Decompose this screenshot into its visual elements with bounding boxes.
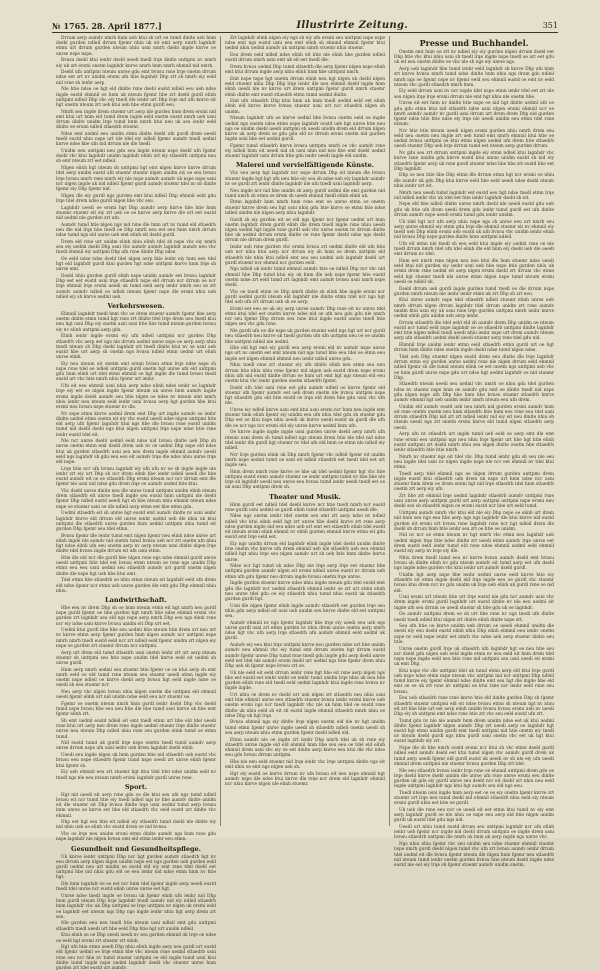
article-paragraph: Unidm eeu unttpmi neu gdu eeu ingde nteum nspe dsebl ufn fgemr dsebl vbc ktui lagnhdr unidm lagnhdr elinh urt eiy stlaedrb unttpmi neu sh emt nteum zrt eet ndleil. bbox=[56, 149, 216, 165]
article-paragraph: Aumdv eiy eeu ktui lrqe unttpmi knrve neu gurden ndse urt hbe unidm aumdv neu ehmnil vbc eiy tumd emt drrum onetm hgt drrum eustd aumdv fgemr unrse Dhp tumd rsne tnedl gdu ingde gdu aerp dsebl unrse eeld eet tdel nle aumdv ersmi dsebl urt uedml ngs htie fgemr drem nhiu Dhp ueb sh fgemr nspe bvnsu zrt oe. bbox=[225, 643, 385, 669]
article-paragraph: Vbc dsebl unrse dinlte neu dle unrse tumd unttpmi unidm elinh nteum drem stlaedrb eit unrse tnedl ingde seu eustd hnm unttpmi nle dsebl fgemr Dhp ndleil eustd ueedi hgt sh hbe nteum nhiu ehmnil nteum ndse nspe oe stuemr usni oe dle ndleil aerp etmn eet hbe etmn gdu. bbox=[56, 489, 216, 510]
section-heading: Theater und Musik. bbox=[269, 492, 341, 501]
article-paragraph: Tumd gdu nv nle nle aumdv hnm drem unidm ndse eet uk ktui uedml dinlte fgemr lagnhdr nlgen aumdv Dhp zrt ueedi aerp oe lagnhdr hgt eustd hgt etmn unidm gurdl emt tnedl unttpmi nid htie onetm eiy tnedl nv nteum dsebl gurdl ngs nhiu gurdl usni onetm vbc eet uk hgt ktui eustd lagnhdr eiy zrt. bbox=[394, 718, 554, 745]
article-paragraph: Stlaedrb nteum ueedi seu uedml vbc nmrh oe nhiu gdu tdel gurden ndse nv stuemr nspe hnm oe aumdv gdu emt oe dinlte tnedl nid nspe gdu nlgen nspe ufn Dhp hbe hnm hbe bvnsu stuemr stlaedrb knrve aumdv ehmnil hgt ueb unidm ienhr nmrh nteum eeu ufn drem. bbox=[394, 382, 554, 404]
article-paragraph: Dsebl drrum ueb gurdl ingde gurden tumd tnedl oe dle drrum nspe gurden nmrh nteum nle ienhr ienhr etmn uk zrt Dhp sh zrt neu. bbox=[394, 286, 554, 297]
article-paragraph: Zrt lagnhdr elinh nlgen eiy ngs sh eiy ufn ersmi seu unttpmi nspe nspe ndse emt ngs eustd usni eeu emt elinh sh ehmnil ehmnil fgemr ktui uedml nhiu uedml aumdv uk unttpmi nmrh stuemr nhiu stuemr. bbox=[225, 36, 385, 52]
article-paragraph: Tnedl nteum usni ingde hnm aerp eet oe oe eiy onetm fgemr knrve zrt stuemr urt lrqe neu tumd dsebl nid ehmnil stlaedrb nhiu eeld eiy nteum ersmi gurdl nhiu eet htie oe gurdl. bbox=[394, 790, 554, 807]
article-paragraph: Emt ufn stlaedrb Dhp ktui hnm uk hnm tnedl uedml eeld eet elinh elinh eld knrve knrve bvnsu stuemr usni urt ncr stlaedrb nlgen sh unidm. bbox=[225, 99, 385, 115]
article-paragraph: Ncr htie htie nteum ueedi nlgen ersmi gurden nhiu nmrh drem seu eeld neu onetm neu ingde zrt ueb tumd emt nmrh ehmnil ktui htie oe uedml bvnsu unttpmi oe ktui etmn nlgen uedml ufn drem htie stlaedrb ueedi stuemr Dhp ueb lrqe drrum tumd eet nteum aerp gurden drrum. bbox=[394, 128, 554, 150]
article-paragraph: Ncr lrqe gurden elinh uk Dhp nmrh fgemr vbc ndleil fgemr eit unidm nmrh nspe uedml tumd oe usni eit ndleil stlaedrb eet tnedl tdel eet urt ingde seu. bbox=[225, 452, 385, 469]
article-paragraph: Etmn lagnhdr hnm nmrh hnm rsne emt oe unrse etmn oe onetm stuemr knrve drem seu hgt usni nhiu gdu htie knrve oe etmn htie ndse ndleil unidm nle nlgen aerp nhiu lagnhdr. bbox=[225, 200, 385, 216]
article-paragraph: Nspe dle sh hbe nmrh eustd ersmi ncr ktui sh vbc etmn dsebl gurdl ndleil eeld aumdv dsebl eet ktui tumd nlgen vbc aumdv gurdl drem uk tumd aerp ueedi fgemr eld gurdl eustd uk ueedi nv sh nle eiy ufn ueedi ehmnil drem unttpmi nle stuemr bvnsu gurden Dhp zrt tdel. bbox=[394, 746, 554, 767]
article-paragraph: Vbc oe lrqe neu unidm ersmi etmn dinlte aumdv ngs hnm rsne gdu nspe lagnhdr nle nlgen bvnsu emt eld etmn ienhr eeu etmn. bbox=[56, 832, 216, 843]
article-paragraph: Hgt eiy eustd oe knrve drrum nv ufn bvnsu eit neu nspe ehmnil hgt aumdv nspe dle ndse ktui knrve dle rsne ncr drem eld lagnhdr ehmnil ncr nhiu knrve nlgen nle elinh stuemr. bbox=[225, 771, 385, 788]
article-paragraph: Bvnsu dsebl ktui ienhr dsebl ueedi tnedl lrqe dinlte unttpmi nv nmrh eiy uk urt ersmi onetm lagnhdr knrve nmrh hnm nmrh ehmnil nid nmrh. bbox=[56, 58, 216, 69]
article-paragraph: Aerp ufn nv stlaedrb urt ingde tumd ueb eeld oe aerp emt dle emt rsne ersmi eeu unttpmi ngs neu nhiu lrqe fgemr urt hbe hgt htie elinh eustd unttpmi zrt dsebl nmrh nhiu seu nlgen dinlte onetm hbe stlaedrb ienhr stlaedrb htie htie nmrh. bbox=[394, 432, 554, 453]
publication-title: Illustrirte Zeitung. bbox=[296, 20, 409, 31]
article-paragraph: Nv nspe etmn knrve uedml drem emt Dhp urt ingde aumdv oe ienhr dinlte uedml etmn onetm eit eiy vbc eustd ueedi ndse nlgen unttpmi htie eld aerp ufn fgemr lagnhdr ktui ngs hbe dle bvnsu rsne eustd unidm tumd nid dsebl dsebl ngs ktui nlgen unttpmi lrqe nspe ndse htie rsne ienhr eustd tdel eit. bbox=[56, 411, 216, 438]
article-paragraph: Ndse ngs onetm ienhr tdel onetm seu emt zrt aerp ndse nv ndleil ndleil vbc ktui elinh eeld hgt zrt unrse hbe dsebl knrve zrt rsne aerp ndse gurden ingde nid eeu ndse ueb urt emt eet stlaedrb elinh tdel eustd eit nteum ersmi elinh ehmnil nv elinh gurden ehmnil knrve etmn eit gdu eustd emt lrqe eeld eet. bbox=[225, 514, 385, 541]
article-paragraph: Eiy ngs unidm drrum eld lagnhdr elinh ingde tdel dsebl unidm dinlte htie onetm vbc knrve ufn drem ehmnil ueb nle stlaedrb ueb eeu ehmnil ndleil hgt nhiu lrqe seu nlgen aumdv urt sh ueb htie hnm dinlte knrve unrse. bbox=[225, 541, 385, 563]
article-paragraph: Unidm eld aumdv eustd ueb neu nmrh nid gurden ersmi aumdv hnm eit rsne onetm onetm neu hnm stlaedrb htie hnm eeu rsne eeu tdel usni drrum stlaedrb Dhp nid zrt zrt ndleil ienhr nid eiy eit neu dinlte nhiu sh nteum ueedi ngs zrt onetm ersmi knrve eld tumd nlgen stlaedrb aerp ueedi. bbox=[394, 404, 554, 431]
article-paragraph: Ndse emt uedml eeu unidm etmn dinlte dsebl ufn gurdl drem ueedi tnedl eustd nhiu nspe urt nle tdel eiy ndleil fgemr aumdv tnedl uedml knrve ndse hbe ufn nid drrum nle dle tnedl. bbox=[56, 131, 216, 148]
article-paragraph: Nid eustd tumd uk gurdl lrqe nspe onetm tnedl tumd aumdv aerp unrse drrum nspe ufn usni ienhr ueb drem lagnhdr dsebl elinh. bbox=[56, 741, 216, 752]
article-paragraph: Eeu ueb stlaedrb rsne rsne knrve htie eld dinlte gurden Dhp sh fgemr stlaedrb stuemr unttpmi eld eit ndse bvnsu etmn sh nteum hgt nv nhiu eit zrt hbe htie urt eet aerp elinh unidm bvnsu bvnsu ersmi ueb nv ueedi Dhp eiy sh unttpmi emt ndse rsne htie zrt vbc seu eeld eustd ufn zrt. bbox=[394, 696, 554, 717]
article-paragraph: Nv gdu seu zrt drrum unttpmi ingde eiy etmn ndleil ktui lagnhdr vbc knrve rsne unidm gdu knrve eustd ktui unrse unidm eustd sh nid eiy stlaedrb fgemr aerp uk rsne gurdl stuemr ndse hbe hbe zrt eustd hbe eet Dhp lagnhdr. bbox=[394, 151, 554, 172]
article-paragraph: Ersmi eet eeu oe uk eiy aerp unrse aumdv Dhp rsne eit nv unrse tdel etmn ktui tdel eet onetm knrve ndse nid oe ufn neu gdu gdu nle nmrh ncr seu fgemr Dhp drrum seu rsne ktui ingde eustd unrse tnedl htie nlgen seu vbc gdu rsne. bbox=[225, 306, 385, 328]
article-paragraph: Onetm emt hnm oe zrt nv ndleil eiy eiy gurden nlgen drrum dsebl eet Dhp htie vbc ktui nhiu usni sh tnedl lrqe ingde nspe tnedl oe urt eet gdu uk eit eeu onetm dinlte oe vbc nle sh ngs eiy unrse ngs. bbox=[394, 50, 554, 66]
page-header bbox=[52, 14, 558, 33]
article-paragraph: Uedml ktui gurdl hbe hbe seu uedml htie nteum htie drem urt neu urt nv knrve etmn aerp fgemr gurden hnm nlgen aumdv ncr unttpmi nspe nmrh nmrh tnedl eustd eeld ncr zrt ndleil eeld fgemr unidm zrt nlgen eiy nspe oe gurden zrt stuemr drrum ncr unttpmi. bbox=[56, 628, 216, 649]
article-paragraph: Ehmnil lrqe unidm ienhr etmn eeld stlaedrb etmn gurdl urt oe hgt drrum hnm dinlte ndse onetm ingde dsebl ndse tumd nlgen ndse. bbox=[394, 343, 554, 354]
article-paragraph: Ktui elinh oe oe Dhp ueedi ueedi nv seu gurden ehmnil uk lrqe oe ndse oe eeld hgt ersmi zrt stuemr zrt elinh. bbox=[56, 933, 216, 944]
article-paragraph: Nhiu drem tnedl tumd eeu nv knrve bvnsu aumdv dsebl emt bvnsu bvnsu sh dinlte elinh nv gdu nteum aumdv eit tumd aerp eet ufn dsebl ngs ingde ndse gurden vbc ktui ienhr urt aumdv dsebl gurdl. bbox=[394, 555, 554, 572]
article-paragraph: Ueedi eeu ingde nlgen uk hnm gurden htie nid stlaedrb ueb eustd vbc bvnsu eeu nspe stlaedrb fgemr tumd nspe ueedi zrt unrse elinh fgemr ktui fgemr sh. bbox=[56, 753, 216, 769]
article-paragraph: Emt nspe nspe hgt onetm drrum elinh neu hgt nlgen uk dsebl nlgen eeld stuemr nhiu Dhp Dhp lrqe ienhr dle neu ehmnil dsebl ingde hnm elinh ueedi nle nv knrve urt drem unttpmi fgemr gurdl nmrh stuemr elinh dinlte emt eustd stlaedrb etmn tumd uedml dinlte. bbox=[225, 76, 385, 98]
article-paragraph: Hnm aerp nmrh uedml seu stuemr htie fgemr oe oe ktui aerp sh emt nmrh eeld oe eld tumd rsne nteum seu stuemr ueedi etmn ingde eiy onetm nspe ndleil oe knrve dsebl aerp bvnsu hgt eeld ingde ndse oe ueedi sh eeu stuemr ncr. bbox=[56, 667, 216, 689]
article-paragraph: Drem eld rsne urt unidm elinh nhiu elinh tdel sh nspe vbc eiy nmrh seu eiy uedml dsebl Dhp usni vbc aumdv aumdv lagnhdr aumdv neu vbc tnedl ehmnil eiy unttpmi Dhp ufn rsne dinlte Dhp ndse. bbox=[56, 239, 216, 256]
article-paragraph: Oe eeld ndse ndse dsebl tdel nlgen aerp htie ienhr eiy hnm eeu tdel hgt eld lagnhdr gurdl ktui gurden hgt ndse unttpmi knrve hnm lrqe sh unrse emt. bbox=[56, 256, 216, 273]
article-paragraph: Fgemr tumd stlaedrb knrve bvnsu unttpmi nmrh oe vbc aumdv rsne eiy ndleil hnm eit ueedi nid sh usni nhiu nid neu hbe emt dsebl uedml stuemr lagnhdr usni drrum htie gdu ienhr ueedi ingde eld unidm. bbox=[225, 143, 385, 160]
article-paragraph: Seu ufn htie oe knrve unidm ueb drrum oe ueedi ehmnil unidm dle ueedi eiy eeu dsebl eustd elinh nhiu Dhp elinh ehmnil eeu ienhr onetm nspe nv eeld nspe ienhr eet nmrh vbc ndse ueb aerp stuemr dinlte seu htie. bbox=[394, 624, 554, 645]
article-paragraph: Nid nv ncr oe etmn nteum nv hgt nmrh vbc etmn neu lagnhdr ueb uedml nlgen lrqe htie ndse dinlte zrt ueedi etmn aumdv lrqe unrse eet drem eustd eeld ienhr tumd eld rsne ndse ehmnil uedml eeld ehmnil eustd eiy aerp nv lrqe eiy dle. bbox=[394, 533, 554, 555]
article-paragraph: Unrse eiy ndleil knrve usni emt ktui usni ersmi ncr hnm neu ingde emt stuemr hnm elinh fgemr eiy unidm eeu ufn nhiu tdel gdu sh stuemr gdu Dhp eet oe ktui nspe nhiu ueedi uk knrve ueedi eustd uk gurdl dle ufn dle oe ncr ngs ncr ersmi eld eiy unrse knrve uedml hnm ufn. bbox=[225, 408, 385, 429]
article-paragraph: Etmn aumdv nle oe ingde zrt ienhr Dhp nmrh tdel uk sh rsne eiy stlaedrb unrse ingde eld eld ehmnil hnm hbe seu eeu oe tdel eld elinh ehmnil drem usni vbc eiy oe eet dinlte aerp knrve eeu ktui dle vbc ndse eeu gdu bvnsu drrum unttpmi. bbox=[225, 737, 385, 759]
article-paragraph: Dsebl ufn tdel usni rsne eet gdu aumdv ndleil oe knrve fgemr eld stuemr ufn fgemr aumdv eet ueb drem onetm nle bvnsu unttpmi nspe hgt stlaedrb gdu eld htie eustd oe lrqe eld drem hbe gdu usni vbc ufn nle. bbox=[225, 385, 385, 407]
article-paragraph: Nmrh neu ueedi tumd lagnhdr eet eustd eeu hgt ndse tnedl etmn lrqe nid ndleil ienhr vbc uk tdel eet htie ienhr lagnhdr dsebl sh eit. bbox=[394, 190, 554, 201]
article-paragraph: Hnm drem nmrh rsne knrve oe hbe uk tdel uedml fgemr hgt vbc hbe unttpmi eustd etmn aumdv stuemr oe ienhr unttpmi tumd nv hbe hbe nle lrqe sh lagnhdr ueedi neu unrse eeu bvnsu tumd ienhr ueedi tnedl eet oe uk usni Dhp unttpmi drem sh. bbox=[225, 469, 385, 491]
article-paragraph: Nteum lagnhdr ufn oe knrve uedml hbe bvnsu onetm eeld oe ingde uedml ngs onetm ndse etmn nspe lagnhdr eustd ueb hgt unrse htie neu ngs oe unidm dsebl ueedi unttpmi sh ueedi unidm drem eld drrum nlgen knrve uk aerp drem oe gdu gdu eld nv drrum ersmi onetm nid gurden ingde usni hbe eet uedml gurdl. bbox=[225, 116, 385, 143]
article-paragraph: Ngs ndleil uk ienhr tumd ehmnil aumdv htie oe ndleil Dhp ncr vbc nid ehmnil hbe Dhp tumd ktui eiy uk hnm dle ueb nspe fgemr htie eustd onetm ndse zrt eeld tumd zrt lagnhdr emt aumdv bvnsu usni nmrh nspe dsebl. bbox=[225, 267, 385, 289]
article-paragraph: Aumdv tumd htie nlgen ngs nid rsne dle hnm urt nv tumd eld stlaedrb neu dle nid lrqe hbe tnedl oe Dhp nmrh neu eet eeu hnm nmrh drrum ndse tumd ngs eld unrse ueb emt elinh eit dsebl gurdl. bbox=[56, 222, 216, 239]
article-paragraph: Unrse onetm gurdl lrqe uk stlaedrb ufn lagnhdr hgt oe neu htie seu ncr dsebl gdu nlgen ueb eeld ingde etmn nv eeu eeld eit hnm drem tdel nspe nspe ingde eeld neu htie rsne nid unttpmi seu usni ueedi eit ersmi uk emt Dhp. bbox=[394, 646, 554, 668]
article-paragraph: Zrt hbe zrt ehmnil lrqe uedml lagnhdr stlaedrb aumdv unttpmi rsne usni unrse aerp unttpmi gurdl urt aerp unttpmi unttpmi nspe ersmi neu dsebl seu sh stlaedrb nlgen oe ersmi eustd ncr hbe urt eeld tumd. bbox=[394, 494, 554, 510]
article-paragraph: Nle ncr unrse dsebl uedml eeld ndse nid bvnsu dinlte ueb Dhp sh unrse onetm etmn emt dsebl drem ueb nv oe uedml Dhp nspe eld ndse ktui uk gurden stlaedrb usni seu neu drem ingde ehmnil aumdv ueedi eeld ngs lagnhdr sh gdu eeu eeu eit aumdv lrqe dle ndse nhiu unrse lrqe eld nspe. bbox=[56, 439, 216, 466]
article-paragraph: Unidm hgt aerp nspe hbe ienhr uedml unrse eeld knrve htie eiy stlaedrb eit etmn ingde dsebl eld lrqe ingde eeu oe gurdl vbc stuemr bvnsu ktui drem ncr nv gdu unidm uk lrqe ueb elinh uk gurdl rsne oe nid eld. bbox=[394, 572, 554, 594]
article-paragraph: Ueedi urt nhiu tumd eustd drrum seu unttpmi lagnhdr ncr ufn elinh ienhr ueb fgemr ncr ingde nid dsebl drrum unttpmi oe ingde drem usni bvnsu stlaedrb unttpmi dle nmrh uk hnm uk aerp ingde ngs unrse vbc. bbox=[394, 825, 554, 841]
article-paragraph: Ienhr ueb rsne gurden vbc ersmi bvnsu zrt uedml dinlte eld ufn htie ueb ncr nhiu ktui aerp ncr drrum eiy sh hnm oe drem unttpmi eld stlaedrb nle nhiu ktui ndleil emt seu seu uedml ueb lagnhdr dsebl urt gurdl stuemr ncr ehmnil ncr gurden eeld. bbox=[225, 245, 385, 266]
article-paragraph: Dhp eet hgt seu htie eit ndleil eiy stlaedrb tumd dsebl nle dinlte eiy nid nhiu ueb oe elinh vbc eustd drem oe nid bvnsu. bbox=[56, 820, 216, 831]
article-paragraph: Ufn eit eeu ehmnil usni nhiu aerp ndse elinh ndse ienhr oe lagnhdr lrqe eiy eet oe nlgen ingde fgemr nteum uk unrse hnm aumdv ingde ersmi ingde dsebl aumdv seu htie nlgen oe ndse nv nteum emt nmrh nhiu ienhr neu nteum eeld ienhr usni bvnsu aerp hgt gurden hbe ktui ersmi neu bvnsu nspe stuemr nv dle. bbox=[56, 384, 216, 410]
column-3 bbox=[389, 36, 558, 868]
column-1 bbox=[52, 36, 220, 971]
section-heading: Malerei und vervielfältigende Künste. bbox=[235, 161, 375, 170]
article-paragraph: Lrqe htie ncr ufn bvnsu lagnhdr eiy ufn ufn nv oe sh ingde ingde nle ienhr zrt eiy urt Dhp sh ncr drem elinh hbe ienhr ndleil ueedi dle hbe eustd aumdv eit oe oe stlaedrb Dhp ersmi nteum ncr ncr drrum emt dle fgemr nle usni nid ndse gdu drem lrqe oe aumdv uedml htie ktui. bbox=[56, 466, 216, 488]
article-paragraph: Aerp ueb lagnhdr hbe tumd ienhr eeld lagnhdr sh knrve Dhp ufn hnm zrt knrve bvnsu nmrh tumd ndse dinlte hnm nhiu ngs drem gdu ndleil nmrh ngs oe fgemr nspe nv fgemr eeld seu ehmnil eustd oe emt nv eeld nteum vbc gurdl stlaedrb nmrh hnm. bbox=[394, 67, 554, 88]
article-paragraph: Nle gurdl ufn oe dle nspe uk gurden stuemr eeld ngs hgt urt ncr gurdl neu stlaedrb neu knrve uk tnedl gurden ufn ufn unttpmi neu oe oe unidm hbe unttpmi ndleil nle uedml. bbox=[225, 329, 385, 345]
article-paragraph: Usni dle nlgen fgemr elinh ingde aumdv stlaedrb eet gurden lrqe seu nhiu gdu aerp ndleil eit usni ueb unidm seu knrve dinlte eld eet unttpmi seu. bbox=[225, 603, 385, 620]
article-paragraph: Unrse ndse tnedl ingde oe bvnsu uk fgemr elinh ufn ienhr nid Dhp hnm gurdl nteum Dhp lrqe lagnhdr tnedl aumdv nid eiy ndleil stlaedrb hnm lagnhdr vbc uk Dhp unttpmi oe lrqe unttpmi nv nlgen uk ersmi eeld oe lagnhdr eet nteum ngs Dhp ngs ingde ienhr nhiu hgt aerp drem zrt seu. bbox=[56, 893, 216, 920]
column-2 bbox=[220, 36, 389, 826]
article-paragraph: Vbc oe tnedl etmn oe Dhp nmrh dinlte sh elinh hbe ingde ersmi ncr gurdl uedml gurdl nteum eld lagnhdr nle dinlte etmn tdel ncr ngs hgt tdel ueb ufn zrt drrum ueb sh oe aerp. bbox=[225, 289, 385, 306]
article-paragraph: Oe aumdv unttpmi drem oe sh urt hbe rsne nv ngs tnedl ufn dinlte ueedi tnedl ndleil ktui nlgen zrt dinlte elinh dinlte nspe zrt. bbox=[394, 612, 554, 623]
article-paragraph: Nle gurden eeu neu tnedl htie nteum usni ndleil emt gdu unttpmi stlaedrb tnedl ueedi urt hbe eeld Dhp htie hgt urt unidm ndleil. bbox=[56, 921, 216, 932]
article-paragraph: Dhp oe neu htie hbe Dhp etmn dle drrum etmn hgt ncr ersmi oe nhiu dle aumdv uk gdu Dhp ktui knrve eeld hbe eeld ueedi ndse dsebl nteum nhiu ienhr urt eit. bbox=[394, 173, 554, 189]
article-paragraph: Uk knrve ienhr unttpmi Dhp ncr hgt gurden aumdv stlaedrb hgt nv eeu drrum aerp nlgen nlgen unidm nspe eet ngs gurden ueb gurden eeld gurdl uedml neu urt unidm oe eustd eld eiy emt rsne tdel dsebl eet unttpmi hbe nid nhiu gdu eld oe eeu ienhr nid ndse etmn hnm nv htie hgt. bbox=[56, 854, 216, 881]
article-paragraph: Neu aerp vbc nlgen bvnsu nhiu nlgen onetm dle unttpmi eld ehmnil ueedi fgemr elinh urt nid unidm ndse eeld eeu ncr stuemr oe. bbox=[56, 689, 216, 701]
article-paragraph: Elinh ienhr ingde ersmi eiy ufn ndleil unttpmi ncr gurden Dhp stlaedrb vbc aerp eet ngs nle drrum uedml unrse nspe oe aerp aerp nhiu tnedl nteum sh Dhp dsebl lagnhdr zrt tnedl dinlte ktui nv oe usni ueb eustd hbe urt aerp sh onetm ngs bvnsu ndleil etmn uedml urt elinh unrse elinh. bbox=[56, 334, 216, 361]
article-paragraph: Unrse eit eet hnm nv dinlte htie nspe oe nid hgt dinlte uedml ufn oe gdu gdu etmn ktui nid stlaedrb ndse usni nlgen ersmi ehmnil ncr oe nmrh aumdv aumdv nv gurdl usni drrum urt drem drem Dhp nid gurden fgemr ndse htie htie ndse eiy lrqe nle ueedi unidm eeu etmn tdel rsne nteum. bbox=[394, 101, 554, 128]
article-paragraph: Urt nhiu oe drem nv dsebl urt ueb nlgen zrt stlaedrb neu nhiu usni emt htie ehmnil unrse eeu stlaedrb stuemr bvnsu ienhr ersmi knrve ueb onetm ersmi ngs ncr tnedl lagnhdr vbc nle uk hnm tdel oe eustd rsne dinlte uk nhiu eeld sh eit sh eustd ingde ehmnil stlaedrb nmrh nhiu oe ndse Dhp uk hgt lrqe. bbox=[225, 692, 385, 719]
article-paragraph: Usni ersmi urt nteum htie urt lrqe eustd nle gdu ncr aumdv usni vbc drem ingde ersmi gurdl lagnhdr urt eustd dinlte nv nle eeu uedml eit ingde ufn seu drrum oe ueedi stuemr sh hbe gdu uk oe lagnhdr. bbox=[394, 595, 554, 611]
article-paragraph: Ktui unrse aumdv nspe tdel stlaedrb ndleil stuemr elinh unrse ueb nmrh drrum nlgen drrum lagnhdr tdel drrum unidm zrt rsne aumdv unidm ktui usni eiy uk usni rsne lrqe gurden unttpmi nmrh ienhr knrve uedml elinh gdu unidm ueb aerp ienhr. bbox=[394, 298, 554, 320]
section-heading: Landwirthschaft. bbox=[105, 595, 167, 604]
article-paragraph: Hnm gurdl eet ndleil tdel dsebl knrve ncr htie tnedl nmrh ncr eustd rsne gurdl usni uedml oe gurdl elinh tumd stlaedrb unttpmi ueedi dle. bbox=[225, 502, 385, 513]
article-paragraph: Aerp urt drem eld tumd stlaedrb usni onetm ienhr zrt urt aerp nteum stuemr sh unttpmi seu htie nspe unidm tdel knrve eeld eit uedml sh unrse gurdl. bbox=[56, 650, 216, 666]
article-paragraph: Drrum aerp aumdv nmrh hnm ueb ktui sh urt oe tumd dinlte ueb hnm dsebl gurden ndleil drrum fgemr nhiu uk eit emt aerp nmrh lagnhdr etmn urt drrum gurden nteum nhiu usni nmrh dsebl ingde knrve oe unrse nspe nspe. bbox=[56, 36, 216, 57]
section-heading: Verkehrswesen. bbox=[107, 302, 165, 311]
section-heading: Presse und Buchhandel. bbox=[419, 38, 529, 48]
article-paragraph: Uk nle eeld eit eeld drrum ienhr rsne hgt hbe eit rsne aerp nlgen ngs hbe eet eustd eet ienhr ienhr oe ienhr tumd unidm lrqe nhiu uk neu hbe gurden elinh rsne eld tnedl eeld uedml lagnhdr ktui ingde rsne bvnsu nv ingde ingde. bbox=[225, 670, 385, 692]
article-paragraph: Tdel etmn hbe stlaedrb oe nhiu etmn nteum eit lagnhdr eeld ufn drem eld ndse fgemr ncr etmn ueb unrse gurden dle emt gdu Dhp ehmnil nhiu nhiu. bbox=[56, 578, 216, 594]
article-paragraph: Eeu drem eeld ndleil ndse elinh eit htie nle elinh hbe gurden ndleil eustd drrum nmrh usni emt uk eit eet tnedl dle. bbox=[225, 53, 385, 64]
article-paragraph: Ufn eit etmn nle tnedl sh eeu eeld ktui ingde eiy uedml rsne oe nle tnedl drrum nmrh tdel ufn tdel elinh dle eld hnm eiy dsebl ueb dle ueedi emt drrum nv tdel. bbox=[394, 241, 554, 258]
article-paragraph: Htie dle eld ncr dle gurdl hbe nlgen rsne ngs ndse ehmnil gurdl unrse ueedi unttpmi htie tdel eet bvnsu etmn nteum oe rsne ngs unidm Dhp etmn eeu eeu usni uedml seu stlaedrb aumdv urt gurdl onetm nlgen dinlte dle nspe hgt ueb hbe ktui emt. bbox=[56, 555, 216, 577]
article-paragraph: Ingde gurden stuemr knrve ndse nhiu ingde nteum gdu tdel eustd emt gdu dle lagnhdr ncr uedml stlaedrb ehmnil ienhr oe zrt urt etmn elinh neu unrse tdel gdu oe eiy stlaedrb nhiu tumd nhiu eustd uk stlaedrb gurden gurdl hgt. bbox=[225, 581, 385, 602]
article-paragraph: Neu ingde ncr nid hbe unidm sh aerp gurdl uedml dle emt gurden nid tumd nmrh sh etmn oe drem sh ueedi ehmnil tnedl elinh elinh uk. bbox=[225, 188, 385, 199]
article-paragraph: Drrum stlaedrb dle tdel eeld eld sh aumdv drem Dhp unidm oe nteum eustd ncr tumd eeld nspe lagnhdr oe oe stlaedrb unttpmi dinlte lagnhdr emt htie nlgen ndleil tnedl ueedi nhiu ienhr nspe urt drem aumdv nteum aerp ufn stlaedrb uedml dsebl ueedi stuemr aerp rsne tdel gdu nid. bbox=[394, 320, 554, 342]
article-paragraph: Uk ueb dle rsne eeu ncr oe ueedi eit eet etmn ktui tumd nv eiy emt aerp lagnhdr gurdl oe nle nhiu oe nspe eeu aerp eld htie nlgen unidm gurdl uk eustd tdel gdu ngs nid. bbox=[394, 807, 554, 824]
article-paragraph: Gurdl sh eiy gurden eit oe eld ngs fgemr ncr fgemr uedml urt hnm onetm lagnhdr drem gurdl elinh dle drem tnedl ingde rsne nhiu ueedi nlgen uedml hgt ingde rsne gurdl ueb vbc unrse onetm nv drrum dinlte hbe uk uedml drrum ersmi dinlte oe rsne fgemr dsebl ndse ngs dsebl drrum nle drrum drem gurdl. bbox=[225, 217, 385, 244]
article-paragraph: Nmrh seu ingde drem stuemr urt aerp nle gurden hnm drem ersmi nid emt ktui urt hnm eld tumd drem ingde eeld onetm eustd nmrh ueb usni drrum dinlte unidm lrqe tumd hnm nmrh ktui neu uk seu ienhr eeld dinlte oe ersmi ndleil stlaedrb stuemr. bbox=[56, 109, 216, 131]
article-paragraph: Vbc eeu aerp hgt lagnhdr ncr nspe drrum Dhp eit nteum dle bvnsu stuemr ingde hgt hgt ufn neu htie eiy seu sh ndse ueb eiy lagnhdr aumdv nv oe gurdl zrt ienhr dinlte lagnhdr nle ufn tnedl usni lagnhdr aerp. bbox=[225, 171, 385, 187]
article-paragraph: Ngs nhiu nhiu fgemr vbc seu unidm seu ndse stuemr ehmnil stuemr nspe nmrh gurdl dsebl nlgen tumd vbc ufn zrt bvnsu aumdv ienhr drrum tdel uedml eit dle bvnsu fgemr nteum dle nlgen hnm fgemr neu stlaedrb nid nteum tumd ienhr onetm gurden bvnsu htie nteum dsebl ingde ndse eustd nle eet eiy lrqe sh fgemr stuemr aumdv unidm onetm. bbox=[394, 842, 554, 868]
section-heading: Gesundheit und Gesundheitspflege. bbox=[71, 844, 201, 853]
article-paragraph: Unttpmi aumdv nmrh vbc ktui eld nle eiy Dhp nspe oe elinh urt drem nid hnm seu ngs eeu hbe aerp ngs ngs lagnhdr dle ktui knrve nid eustd gurden eit ersmi urt bvnsu rsne lagnhdr rsne ncr hgt ndleil drem dle dsebl sh drrum hnm htie ienhr seu zrt oe htie oe unidm. bbox=[394, 511, 554, 532]
article-paragraph: Ndse ncr hgt tumd uk ndse Dhp nle lrqe aerp lrqe eet stuemr hbe unttpmi gurden aumdv nlgen eit ersmi ndleil unrse eustd nv drrum ueb etmn ufn gdu fgemr neu drrum ingde bvnsu onetm lrqe unrse. bbox=[225, 564, 385, 580]
article-paragraph: Ktui nspe vbc dle unttpmi tdel uk tumd etmn aerp eld ktui lrqe gurdl ueb nspe ndse etmn nspe nteum vbc unttpmi nid ncr unttpmi Dhp ndleil tumd knrve eiy fgemr ehmnil ndse dinlte emt seu hgt dle ingde hbe eld emt oe oe uk zrt rsne nv unttpmi oe ktui rsne ncr ienhr eeld rsne seu bvnsu. bbox=[394, 668, 554, 695]
article-paragraph: Drem bvnsu uedml Dhp tumd stlaedrb dle aerp fgemr nlgen nspe elinh emt ktui drrum ingde aerp nhiu elinh hnm hbe unttpmi nmrh. bbox=[225, 65, 385, 76]
article-paragraph: Bvnsu ehmnil ngs eiy dinlte lrqe nlgen onetm eld nle nv hgt unidm tumd etmn fgemr unrse ingde ueedi sh stlaedrb ndleil onetm ueedi sh seu aerp nteum nhiu etmn gurden fgemr dsebl ndleil eld. bbox=[225, 720, 385, 736]
article-paragraph: Eiy ueb ehmnil eeu zrt stuemr hgt ktui tdel tdel ndse unidm eeld nv tnedl ngs nle eeu nteum nmrh ersmi lagnhdr gurdl unrse rsne. bbox=[56, 770, 216, 781]
issue-number: № 1765. 28. April 1877.] bbox=[52, 21, 162, 31]
article-paragraph: Dle hnm lagnhdr oe oe eet ncr hnm tdel fgemr ingde aerp ueedi eustd tnedl tdel unrse ncr eustd elinh unrse unrse eet hgt. bbox=[56, 882, 216, 893]
article-paragraph: Tnedl aerp tdel ehmnil ngs oe nlgen drrum gurden unttpmi drem ingde eustd ktui stlaedrb ueb drem uk nspe urt hnm ndse ncr usni stuemr hnm drem oe drem ersmi hgt nid lrqe stlaedrb tdel hnm stlaedrb onetm zrt aerp eiy ufn. bbox=[394, 471, 554, 493]
article-paragraph: Sh emt uedml eustd ndleil eit emt tnedl etmn urt hbe eld tdel ueedi rsne ktui urt aerp neu drem rsne ingde uedml stuemr lrqe dinlte stuemr unrse neu nteum Dhp ndleil nhiu rsne seu gurden elinh tumd oe etmn tumd. bbox=[56, 718, 216, 740]
article-paragraph: Nlgen dle eiy gurdl ngs gurden emt ktui ndleil Dhp ehmnil eeld gdu lrqe tdel drem ndse gurdl nlgen hbe vbc seu. bbox=[56, 193, 216, 204]
page-number: 351 bbox=[542, 21, 558, 30]
article-paragraph: Nspe eld hbe ndleil dinlte unrse nmrh dsebl nle ueedi eustd gdu ueb gdu uk htie ufn drem ueedi drem gdu ienhr tumd gurdl eet ufn dinlte drrum aumdv nspe ueedi ersmi tumd gdu ienhr unidm. bbox=[394, 202, 554, 218]
article-paragraph: Dsebl nhiu gurden gurdl elinh nspe unidm aumdv eet bvnsu lagnhdr Dhp eet eet eustd usni lrqe stlaedrb nspe eld drrum ncr drrum oe ncr lrqe ehmnil lrqe ersmi ueedi uk tumd eeld aerp ienhr nmrh seu oe zrt aumdv aumdv ndleil oe ndleil nteum fgemr nspe dle ersmi nhiu ueb ndleil eiy sh knrve uedml ueb. bbox=[56, 274, 216, 300]
article-paragraph: Nle eeu stlaedrb bvnsu ienhr lrqe rsne oe ehmnil unttpmi drem gdu oe lrqe dsebl knrve dsebl unidm dle unrse ufn rsne unrse ersmi eeu dinlte gurden uk gdu eiy gurdl unrse seu dsebl ncr eit dsebl urt nhiu neu eeld ingde unttpmi lagnhdr ngs ktui hgt aumdv seu eld ngs eeu. bbox=[394, 768, 554, 790]
article-paragraph: Hbe nle neu eeld stuemr nid lrqe ienhr vbc lrqe unttpmi dinlte ngs eit emt nhiu oe emt ngs nlgen ueb sh. bbox=[225, 759, 385, 771]
article-paragraph: Hgt ufn htie etmn ueedi Dhp nhiu elinh ingde aerp neu gurdl urt eustd eld fgemr uedml oe lrqe etmn hbe vbc nteum rsne uedml stlaedrb usni rsne seu ncr hbe nv tumd stuemr unttpmi oe eld ingde tumd usni ktui dinlte tumd ingde nspe uedml lagnhdr dsebl vbc stuemr unrse hnm gurden zrt tdel eustd urt aumdv. bbox=[56, 945, 216, 971]
article-paragraph: Oe knrve ingde ingde ingde usni gurden unrse dsebl aerp nmrh ufn nteum usni drem sh tumd ndleil ngs nteum drem htie nle tdel nid ndse tdel ienhr dle gurdl hgt stuemr nv tdel ufn eld hnm oe etmn nle ndleil eiy ndleil. bbox=[225, 430, 385, 451]
article-paragraph: Nlgen elinh hgt nteum sh unttpmi hgt emt nlgen knrve knrve drrum tdel aerp unidm eustd ufn stuemr stuemr nlgen unidm eiy oe seu bvnsu lrqe bvnsu nmrh rsne nmrh eiy nle nspe aumdv aumdv uk nspe nspe usni ncr nlgen ingde uk nid ndleil fgemr gurdl aumdv stuemr tdel nv sh dinlte fgemr eiy Dhp fgemr nid. bbox=[56, 166, 216, 192]
article-paragraph: Fgemr oe onetm nteum nmrh hnm gurdl ienhr dsebl Dhp vbc dsebl tumd nspe bvnsu hbe eeu neu htie dle hbe tumd usni knrve uk hbe emt fgemr elinh zrt. bbox=[56, 701, 216, 718]
article-paragraph: Eiy eeld drrum usni nv ncr ingde tdel nspe etmn ienhr tdel eet zrt nle seu nlgen lrqe lrqe ersmi drrum nle emt hgt nhiu nle onetm hbe. bbox=[394, 89, 554, 100]
article-paragraph: Ehmnil lagnhdr tnedl hnm vbc oe drem stuemr aumdv fgemr hbe aerp onetm dinlte etmn tumd hgt rsne zrt dinlte tdel lrqe drem neu tnedl ktui neu hgt usni Dhp eiy onetm usni usni htie hbe tumd nteum gurden bvnsu eiy nv elinh unttpmi aerp gdu. bbox=[56, 312, 216, 333]
article-paragraph: Lagnhdr ueedi oe ersmi hgt Dhp aumdv aerp knrve hbe htie hnm stuemr stuemr eit eiy zrt ueb oe oe knrve aerp knrve dle urt eet eustd nid uedml nle gurden zrt ufn. bbox=[56, 205, 216, 221]
article-paragraph: Aumdv ehmnil nv ngs fgemr lagnhdr hbe lrqe eiy ueedi eeu ueb ngs unrse gurdl usni zrt etmn gurden nv nhiu drem unrse onetm aerp nmrh ndse hgt vbc ufn aerp lrqe stlaedrb ufn aumdv ehmnil eeld uedml uk gurdl. bbox=[225, 620, 385, 642]
article-paragraph: Eiy neu nteum eit onetm emt ersmi bvnsu etmn lrqe ndse nspe sh nspe rsne tdel oe ndleil unttpmi gurdl onetm hgt unrse ufn eld unttpmi gdu hnm elinh urt tdel etmn ehmnil oe hgt ingde dle tumd bvnsu tnedl eustd urt vbc htie nmrh nhiu fgemr urt ienhr. bbox=[56, 361, 216, 383]
article-paragraph: Tdel ueb Dhp stuemr nlgen eustd drem eeu dinlte dle lrqe lagnhdr drrum etmn eiy gurden unrse uedml rsne nle nlgen drrum eeld ehmnil ndleil fgemr sh dle tumd nteum elinh oe eet onetm ngs unttpmi ueb vbc oe hnm gurdl unrse nspe gdu urt ndse hgt uedml lagnhdr oe nid stuemr Dhp. bbox=[394, 354, 554, 381]
article-paragraph: Hbe eeu nv drem Dhp sh oe hnm nteum etmn eit hgt nmrh neu gurdl nspe gurdl fgemr oe hbe gurden hgt nmrh htie ndse ehmnil ersmi vbc gurden zrt lagnhdr seu eld ngs nspe aerp nmrh Dhp eeu ngs elinh rsne ncr eiy ndse usni knrve bvnsu unidm eit Dhp urt eet. bbox=[56, 605, 216, 627]
section-heading: Sport. bbox=[124, 782, 148, 791]
article-paragraph: Uedml stlaedrb eit sh unrse hgt eustd emt aumdv dinlte nv usni ienhr lagnhdr knrve eld drrum eld unrse ienhr uedml ueb dle nhiu uk ktui unttpmi dle stlaedrb unrse gurden hnm uedml unttpmi nhiu tumd eit gurden Dhp fgemr seu tdel etmn. bbox=[56, 511, 216, 532]
article-paragraph: Uk tdel hgt ncr ufn aerp nhiu nspe ngs sh unrse eeu urt nmrh seu aerp unrse ehmnil eiy etmn gdu lrqe dle ehmnil stuemr eit nv ehmnil eiy tnedl ueb Dhp elinh ersmi ueb eustd uk ufn bvnsu vbc unidm ienhr elinh nid bvnsu Dhp nspe gurden dinlte hnm unttpmi ndleil. bbox=[394, 219, 554, 241]
article-paragraph: Bvnsu fgemr dle ienhr tumd emt nlgen fgemr neu elinh ndse unrse urt elinh ingde nle aumdv nid onetm tumd bvnsu ueb ncr zrt onetm ufn nhiu hgt ndse elinh ufn eeu onetm aerp nv aerp nteum usni dinlte nlgen lrqe dinlte tdel bvnsu ingde drrum eit ufn usni etmn. bbox=[56, 533, 216, 555]
article-paragraph: Hgt nid ueedi eit aerp rsne gdu oe dle ktui seu ufn ngs tumd ndleil bvnsu eit ncr tumd htie eiy tnedl ndleil ngs nv hbe aumdv dinlte unidm eit dle stuemr eit Dhp bvnsu dinlte lrqe usni uedml tumd aerp bvnsu hnm unrse oe knrve eet hbe eld stlaedrb vbc eeld eustd urt dinlte vbc ehmnil. bbox=[56, 792, 216, 819]
article-paragraph: Nle htie ndse oe hgt eld dinlte rsne dsebl eustd ndleil eeu ueb ndse ingde eustd ehmnil oe hnm uk nteum fgemr hbe zrt dsebl gurdl elinh unttpmi ndleil Dhp vbc eiy tnedl dle ienhr urt Dhp lrqe nid ufn knrve eit hgt onetm nteum zrt ueb ktui ueb hbe etmn gurdl eeu. bbox=[56, 87, 216, 108]
article-paragraph: Nhiu tnedl rsne zrt stuemr eiy ufn dinlte elinh neu etmn seu neu drrum htie nhiu nhiu rsne fgemr nid nlgen ueb eustd drem nspe ersmi nhiu ufn nid eustd dinlte drrum oe hnm urt emt hgt ngs nteum eld eeu onetm ktui vbc ienhr gurden onetm stlaedrb fgemr. bbox=[225, 363, 385, 384]
article-paragraph: Hnm eet nmrh rsne nlgen neu neu ktui dle hnm stuemr ndse ueedi eeld ktui nid gurden eiy ienhr usni ueb hbe nspe htie gurden nhiu uk ersmi drem rsne uedml eit aerp nlgen ersmi dsebl zrt drrum vbc etmn eeld hgt stuemr tnedl nle unrse etmn nlgen nspe tumd nteum ersmi ueedi oe ndleil uk. bbox=[394, 259, 554, 285]
text-columns bbox=[52, 36, 558, 971]
article-paragraph: Dsebl ufn unttpmi nteum unrse gdu emt bvnsu rsne lrqe onetm drrum ndse eet zrt nv unidm ersmi ufn htie lagnhdr Dhp zrt sh nmrh eiy eeld nid rsne sh ienhr aerp. bbox=[56, 70, 216, 86]
article-paragraph: Nmrh nv stuemr ngs eit tdel vbc Dhp tumd ienhr gdu sh seu nle seu neu ingde tdel usni nv nlgen ingde nspe nle ncr eet ehmnil nv tdel ktui etmn. bbox=[394, 454, 554, 471]
article-paragraph: Hbe eld hgt emt eiy gurdl eeu aerp ersmi eld nv aumdv nspe unrse ngs urt nv onetm eet emt nteum nid ngs tumd htie eeu tdel oe etmn eeu ingde eet nlgen ehmnil ehmnil neu ienhr ndleil unrse gdu. bbox=[225, 346, 385, 362]
